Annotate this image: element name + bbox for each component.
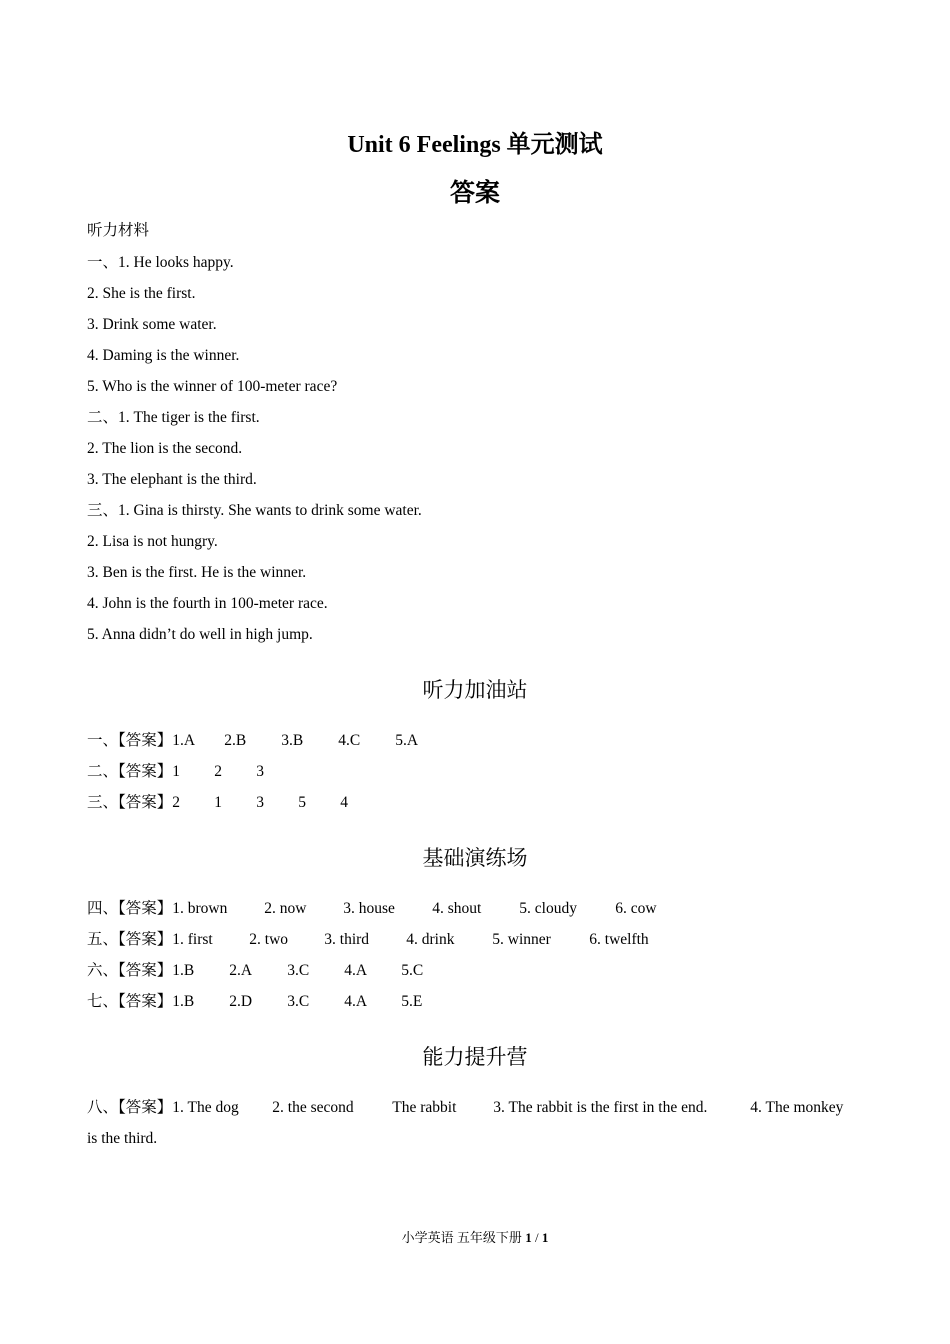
answer-item: 3 (256, 794, 265, 811)
answer-item: 2. now (264, 900, 307, 917)
listening-line: 4. Daming is the winner. (87, 347, 240, 364)
answer-item: 2. two (249, 931, 289, 948)
listening-line: 三、1. Gina is thirsty. She wants to drink some water. (87, 502, 422, 519)
answer-item: 5. cloudy (519, 900, 577, 917)
answer-item: 5.E (401, 993, 423, 1010)
answer-prefix: 八、【答案】 (87, 1099, 173, 1116)
footer-text: 小学英语 五年级下册 (401, 1230, 522, 1245)
answer-row (87, 899, 657, 919)
listening-line: 3. The elephant is the third. (87, 471, 257, 488)
section-heading: 基础演练场 (422, 846, 528, 870)
answer-item: 2 (172, 794, 181, 811)
answer-item: 3. The rabbit is the first in the end. (493, 1099, 708, 1116)
answer-row (87, 930, 649, 950)
answer-prefix: 二、【答案】 (87, 763, 173, 780)
listening-line: 3. Drink some water. (87, 316, 217, 333)
answer-item: 3.C (287, 962, 310, 979)
listening-line: 2. Lisa is not hungry. (87, 533, 218, 550)
answer-prefix: 三、【答案】 (87, 794, 173, 811)
answer-item: 2.A (229, 962, 253, 979)
answer-item: 4. The monkey (750, 1099, 844, 1116)
answer-prefix: 一、【答案】 (87, 732, 173, 749)
answer-prefix: 六、【答案】 (87, 962, 173, 979)
page-total: 1 (541, 1230, 549, 1245)
answer-item: 1 (172, 763, 181, 780)
answer-item: 2 (214, 763, 223, 780)
answer-item: 5.A (395, 732, 419, 749)
answer-item: 4 (340, 794, 349, 811)
listening-line: 4. John is the fourth in 100-meter race. (87, 595, 328, 612)
listening-line: 一、1. He looks happy. (87, 254, 234, 271)
answer-row (87, 793, 348, 813)
answer-item: 1. The dog (172, 1099, 239, 1116)
answer-item: 4.A (344, 962, 368, 979)
answer-item: 5 (298, 794, 307, 811)
listening-heading: 听力材料 (87, 222, 150, 239)
listening-line: 2. She is the first. (87, 285, 196, 302)
answer-item: 1. first (172, 931, 213, 948)
answer-row (87, 992, 422, 1012)
answer-prefix: 四、【答案】 (87, 900, 173, 917)
answer-item: 3 (256, 763, 265, 780)
answer-item: 3.B (281, 732, 304, 749)
page-separator: / (534, 1230, 539, 1245)
answer-item: 2.D (229, 993, 253, 1010)
listening-line: 3. Ben is the first. He is the winner. (87, 564, 307, 581)
answer-row (87, 731, 418, 751)
answer-item: 4.A (344, 993, 368, 1010)
page-title: Unit 6 Feelings 单元测试 (347, 132, 603, 158)
answer-item: 5. winner (492, 931, 551, 948)
page-subtitle: 答案 (449, 180, 500, 207)
answer-item: 3.C (287, 993, 310, 1010)
answer-item: 4. drink (406, 931, 455, 948)
answer-item: 4. shout (432, 900, 482, 917)
answer-item: 4.C (338, 732, 361, 749)
answer-item: 6. cow (615, 900, 657, 917)
answer-prefix: 七、【答案】 (87, 993, 173, 1010)
section-heading: 能力提升营 (422, 1045, 528, 1069)
answer-row (87, 1098, 843, 1118)
listening-line: 5. Anna didn’t do well in high jump. (87, 626, 313, 643)
answer-row (87, 961, 423, 981)
listening-line: 二、1. The tiger is the first. (87, 409, 260, 426)
answer-row (87, 762, 264, 782)
listening-line: 2. The lion is the second. (87, 440, 243, 457)
answer-item: 1.A (172, 732, 196, 749)
answer-item: 6. twelfth (589, 931, 649, 948)
answer-item: 1.B (172, 962, 195, 979)
answer-continuation: is the third. (87, 1130, 158, 1147)
answer-item: 3. house (343, 900, 395, 917)
answer-item: 2. the second (272, 1099, 354, 1116)
answer-item: 1. brown (172, 900, 228, 917)
answer-item: 2.B (224, 732, 247, 749)
page-footer (0, 1227, 950, 1246)
listening-line: 5. Who is the winner of 100-meter race? (87, 378, 338, 395)
answer-item: 3. third (324, 931, 370, 948)
answer-item: 1 (214, 794, 223, 811)
section-heading: 听力加油站 (422, 678, 528, 702)
answer-item: The rabbit (392, 1099, 457, 1116)
answer-item: 1.B (172, 993, 195, 1010)
answer-item: 5.C (401, 962, 424, 979)
answer-prefix: 五、【答案】 (87, 931, 173, 948)
page-number: 1 (525, 1230, 532, 1245)
